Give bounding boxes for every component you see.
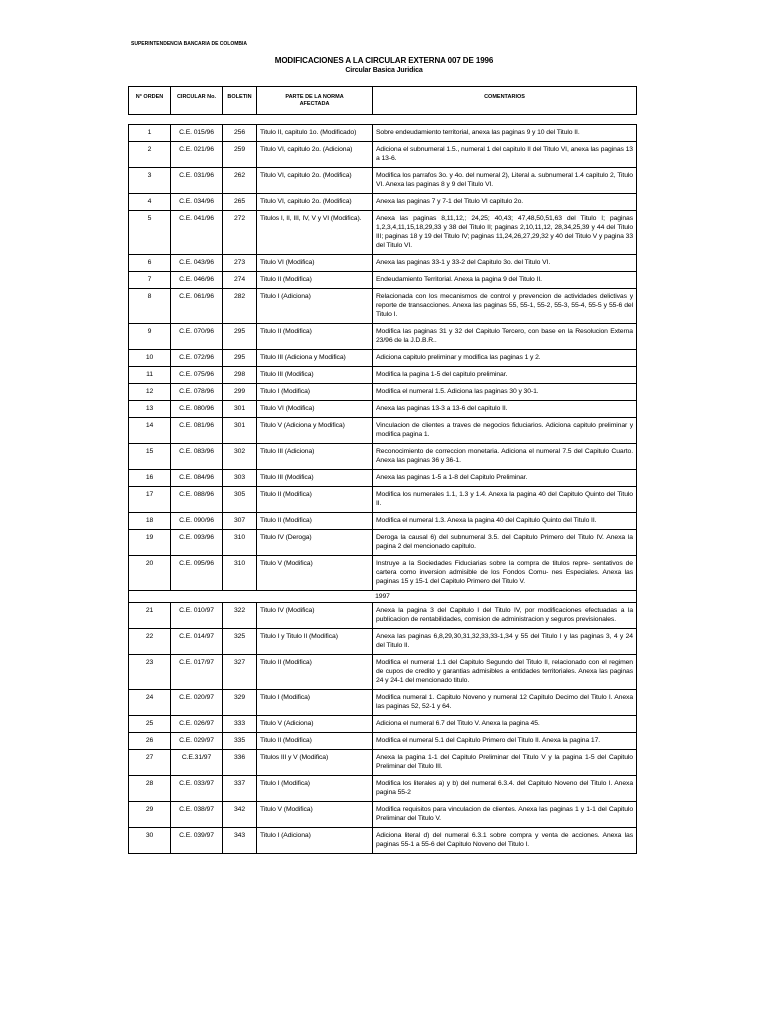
cell-comentarios: Modifica numeral 1. Capitulo Noveno y numeral 12 Capitulo Decimo del Titulo I. Anexa las paginas 52, 52-1 y 64. — [373, 690, 637, 716]
cell-circular: C.E. 093/96 — [171, 530, 223, 556]
cell-circular: C.E. 083/96 — [171, 444, 223, 470]
cell-orden: 27 — [129, 750, 171, 776]
cell-parte: Titulo VI, capitulo 2o. (Adiciona) — [257, 142, 373, 168]
table-row — [129, 603, 637, 629]
cell-boletin: 302 — [223, 444, 257, 470]
cell-comentarios: Deroga la causal 6) del subnumeral 3.5. del Capitulo Primero del Titulo IV. Anexa la pagina 2 del mencionado capitulo. — [373, 530, 637, 556]
cell-orden: 17 — [129, 487, 171, 513]
table-row — [129, 487, 637, 513]
cell-comentarios: Anexa las paginas 1-5 a 1-8 del Capitulo Preliminar. — [373, 470, 637, 487]
cell-comentarios: Adiciona el subnumeral 1.5., numeral 1 del capitulo II del Titulo VI, anexa las paginas 13 a 13-6. — [373, 142, 637, 168]
header-cell-comentarios: COMENTARIOS — [373, 87, 637, 115]
cell-circular: C.E. 081/96 — [171, 418, 223, 444]
cell-comentarios: Anexa las paginas 8,11,12,; 24,25; 40,43; 47,48,50,51,63 del Titulo I; paginas 1,2,3,4,11,15,18,29,33 y 38 del Titulo II; paginas 2,10,11,12, 28,34,25,39 y 44 del Titulo III; paginas 18 y 19 del Titulo IV; paginas 11,24,26,27,29,32 y 40 del Titulo V y pagina 33 del Titulo VI. — [373, 211, 637, 255]
cell-comentarios: Relacionada con los mecanismos de control y prevencion de actividades delictivas y reporte de transacciones. Anexa las paginas 55, 55-1, 55-2, 55-3, 55-4, 55-5 y 55-6 del Titulo I. — [373, 289, 637, 324]
cell-parte: Titulo II, capitulo 1o. (Modificado) — [257, 125, 373, 142]
cell-orden: 5 — [129, 211, 171, 255]
cell-parte: Titulo I (Modifica) — [257, 384, 373, 401]
cell-orden: 1 — [129, 125, 171, 142]
table-row — [129, 401, 637, 418]
cell-orden: 8 — [129, 289, 171, 324]
header-cell-parte: PARTE DE LA NORMA AFECTADA — [257, 87, 373, 115]
cell-comentarios: Modifica requisitos para vinculacion de clientes. Anexa las paginas 1 y 1-1 del Capitulo Preliminar del Titulo V. — [373, 802, 637, 828]
document-subtitle: Circular Basica Juridica — [345, 67, 423, 74]
table-row — [129, 470, 637, 487]
cell-circular: C.E. 084/96 — [171, 470, 223, 487]
cell-comentarios: Modifica el numeral 1.5. Adiciona las paginas 30 y 30-1. — [373, 384, 637, 401]
cell-parte: Titulo V (Adiciona y Modifica) — [257, 418, 373, 444]
cell-orden: 29 — [129, 802, 171, 828]
cell-parte: Titulo VI, capitulo 2o. (Modifica) — [257, 194, 373, 211]
cell-boletin: 322 — [223, 603, 257, 629]
cell-orden: 25 — [129, 716, 171, 733]
cell-orden: 30 — [129, 828, 171, 854]
cell-circular: C.E. 041/96 — [171, 211, 223, 255]
cell-boletin: 299 — [223, 384, 257, 401]
cell-circular: C.E. 015/96 — [171, 125, 223, 142]
cell-circular: C.E. 031/96 — [171, 168, 223, 194]
header-row — [129, 87, 637, 115]
cell-boletin: 295 — [223, 324, 257, 350]
cell-orden: 21 — [129, 603, 171, 629]
cell-boletin: 325 — [223, 629, 257, 655]
table-row — [129, 367, 637, 384]
cell-boletin: 333 — [223, 716, 257, 733]
cell-circular: C.E. 061/96 — [171, 289, 223, 324]
cell-orden: 16 — [129, 470, 171, 487]
cell-orden: 22 — [129, 629, 171, 655]
cell-comentarios: Anexa las paginas 6,8,29,30,31,32,33,33-1,34 y 55 del Titulo I y las paginas 3, 4 y 24 del Titulo II. — [373, 629, 637, 655]
document-title: MODIFICACIONES A LA CIRCULAR EXTERNA 007 DE 1996 — [274, 56, 494, 65]
cell-comentarios: Adiciona capitulo preliminar y modifica las paginas 1 y 2. — [373, 350, 637, 367]
table-row — [129, 556, 637, 591]
cell-parte: Titulo I y Titulo II (Modifica) — [257, 629, 373, 655]
cell-circular: C.E. 026/97 — [171, 716, 223, 733]
cell-parte: Titulo III (Adiciona y Modifica) — [257, 350, 373, 367]
cell-circular: C.E. 095/96 — [171, 556, 223, 591]
cell-parte: Titulo II (Modifica) — [257, 272, 373, 289]
cell-circular: C.E. 088/96 — [171, 487, 223, 513]
cell-orden: 3 — [129, 168, 171, 194]
cell-orden: 13 — [129, 401, 171, 418]
table-row — [129, 289, 637, 324]
cell-circular: C.E. 072/96 — [171, 350, 223, 367]
table-row — [129, 142, 637, 168]
cell-boletin: 301 — [223, 401, 257, 418]
table-row — [129, 125, 637, 142]
cell-boletin: 301 — [223, 418, 257, 444]
cell-boletin: 329 — [223, 690, 257, 716]
cell-orden: 12 — [129, 384, 171, 401]
cell-parte: Titulo I (Modifica) — [257, 690, 373, 716]
cell-parte: Titulo VI (Modifica) — [257, 255, 373, 272]
cell-comentarios: Endeudamiento Territorial. Anexa la pagina 9 del Titulo II. — [373, 272, 637, 289]
header-cell-circular: CIRCULAR No. — [171, 87, 223, 115]
cell-comentarios: Modifica los numerales 1.1, 1.3 y 1.4. Anexa la pagina 40 del Capitulo Quinto del Titulo II. — [373, 487, 637, 513]
cell-circular: C.E. 038/97 — [171, 802, 223, 828]
cell-boletin: 337 — [223, 776, 257, 802]
table-row — [129, 828, 637, 854]
cell-boletin: 256 — [223, 125, 257, 142]
cell-boletin: 282 — [223, 289, 257, 324]
cell-circular: C.E. 029/97 — [171, 733, 223, 750]
cell-boletin: 343 — [223, 828, 257, 854]
table-row — [129, 384, 637, 401]
table-row — [129, 324, 637, 350]
table-row — [129, 168, 637, 194]
cell-comentarios: Sobre endeudamiento territorial, anexa las paginas 9 y 10 del Titulo II. — [373, 125, 637, 142]
cell-orden: 26 — [129, 733, 171, 750]
cell-boletin: 273 — [223, 255, 257, 272]
cell-comentarios: Reconocimiento de correccion monetaria. Adiciona el numeral 7.5 del Capitulo Cuarto. Anexa las paginas 36 y 36-1. — [373, 444, 637, 470]
cell-parte: Titulo II (Modifica) — [257, 487, 373, 513]
cell-circular: C.E. 070/96 — [171, 324, 223, 350]
cell-boletin: 327 — [223, 655, 257, 690]
cell-circular: C.E. 043/96 — [171, 255, 223, 272]
cell-circular: C.E. 090/96 — [171, 513, 223, 530]
cell-circular: C.E. 021/96 — [171, 142, 223, 168]
table-row — [129, 350, 637, 367]
cell-comentarios: Anexa las paginas 7 y 7-1 del Titulo VI capitulo 2o. — [373, 194, 637, 211]
table-row — [129, 418, 637, 444]
cell-orden: 2 — [129, 142, 171, 168]
cell-orden: 19 — [129, 530, 171, 556]
table-row — [129, 802, 637, 828]
table-row — [129, 776, 637, 802]
header-table — [128, 86, 637, 115]
cell-parte: Titulo V (Adiciona) — [257, 716, 373, 733]
titles-block — [0, 56, 768, 74]
cell-orden: 24 — [129, 690, 171, 716]
table-row — [129, 272, 637, 289]
cell-boletin: 259 — [223, 142, 257, 168]
cell-circular: C.E. 017/97 — [171, 655, 223, 690]
table-row — [129, 194, 637, 211]
year-separator-row — [129, 591, 637, 603]
table-row — [129, 750, 637, 776]
cell-circular: C.E. 020/97 — [171, 690, 223, 716]
table-row — [129, 211, 637, 255]
cell-boletin: 303 — [223, 470, 257, 487]
cell-parte: Titulo III (Adiciona) — [257, 444, 373, 470]
cell-parte: Titulo I (Adiciona) — [257, 289, 373, 324]
cell-parte: Titulos III y V (Modifica) — [257, 750, 373, 776]
cell-circular: C.E. 046/96 — [171, 272, 223, 289]
cell-comentarios: Modifica la pagina 1-5 del capitulo preliminar. — [373, 367, 637, 384]
table-row — [129, 530, 637, 556]
cell-boletin: 262 — [223, 168, 257, 194]
cell-orden: 28 — [129, 776, 171, 802]
cell-circular: C.E. 014/97 — [171, 629, 223, 655]
cell-parte: Titulo I (Adiciona) — [257, 828, 373, 854]
cell-comentarios: Modifica el numeral 1.3. Anexa la pagina 40 del Capitulo Quinto del Titulo II. — [373, 513, 637, 530]
cell-parte: Titulo V (Modifica) — [257, 802, 373, 828]
cell-boletin: 335 — [223, 733, 257, 750]
organization-name: SUPERINTENDENCIA BANCARIA DE COLOMBIA — [131, 41, 248, 47]
header-cell-boletin: BOLETIN — [223, 87, 257, 115]
year-separator-label: 1997 — [129, 591, 637, 603]
cell-comentarios: Anexa las paginas 13-3 a 13-6 del capitulo II. — [373, 401, 637, 418]
cell-comentarios: Modifica los parrafos 3o. y 4o. del numeral 2), Literal a. subnumeral 1.4 capitulo 2, Titulo VI. Anexa las paginas 8 y 9 del Titulo VI. — [373, 168, 637, 194]
cell-orden: 20 — [129, 556, 171, 591]
body-table — [128, 124, 637, 854]
cell-circular: C.E. 080/96 — [171, 401, 223, 418]
cell-parte: Titulo III (Modifica) — [257, 470, 373, 487]
cell-boletin: 307 — [223, 513, 257, 530]
cell-circular: C.E. 039/97 — [171, 828, 223, 854]
cell-parte: Titulo I (Modifica) — [257, 776, 373, 802]
cell-comentarios: Modifica los literales a) y b) del numeral 6.3.4. del Capitulo Noveno del Titulo I. Anexa pagina 55-2 — [373, 776, 637, 802]
cell-orden: 7 — [129, 272, 171, 289]
cell-parte: Titulo IV (Deroga) — [257, 530, 373, 556]
cell-parte: Titulo II (Modifica) — [257, 513, 373, 530]
table-row — [129, 655, 637, 690]
cell-boletin: 274 — [223, 272, 257, 289]
cell-boletin: 295 — [223, 350, 257, 367]
cell-orden: 14 — [129, 418, 171, 444]
table-row — [129, 690, 637, 716]
table-row — [129, 629, 637, 655]
table-row — [129, 716, 637, 733]
cell-parte: Titulo II (Modifica) — [257, 655, 373, 690]
cell-boletin: 265 — [223, 194, 257, 211]
cell-circular: C.E.31/97 — [171, 750, 223, 776]
cell-comentarios: Instruye a la Sociedades Fiduciarias sobre la compra de titulos repre- sentativos de cartera como inversion admisible de los Fondos Comu- nes Especiales. Anexa las paginas 15 y 15-1 del Capitulo Primero del Titulo V. — [373, 556, 637, 591]
cell-orden: 10 — [129, 350, 171, 367]
cell-comentarios: Vinculacion de clientes a traves de negocios fiduciarios. Adiciona capitulo preliminar y modifica pagina 1. — [373, 418, 637, 444]
cell-circular: C.E. 010/97 — [171, 603, 223, 629]
header-cell-orden: N° ORDEN — [129, 87, 171, 115]
cell-circular: C.E. 034/96 — [171, 194, 223, 211]
cell-parte: Titulo II (Modifica) — [257, 324, 373, 350]
cell-orden: 15 — [129, 444, 171, 470]
cell-parte: Titulo IV (Modifica) — [257, 603, 373, 629]
table-row — [129, 733, 637, 750]
table-row — [129, 444, 637, 470]
cell-boletin: 272 — [223, 211, 257, 255]
cell-parte: Titulo VI (Modifica) — [257, 401, 373, 418]
table-row — [129, 513, 637, 530]
cell-boletin: 310 — [223, 556, 257, 591]
cell-comentarios: Anexa la pagina 3 del Capitulo I del Titulo IV, por modificaciones efectuadas a la publicacion de rentabilidades, comision de administracion y seguros previsionales. — [373, 603, 637, 629]
cell-comentarios: Adiciona el numeral 6.7 del Titulo V. Anexa la pagina 45. — [373, 716, 637, 733]
cell-orden: 18 — [129, 513, 171, 530]
cell-parte: Titulo III (Modifica) — [257, 367, 373, 384]
cell-parte: Titulo VI, capitulo 2o. (Modifica) — [257, 168, 373, 194]
cell-boletin: 305 — [223, 487, 257, 513]
cell-circular: C.E. 033/97 — [171, 776, 223, 802]
cell-comentarios: Anexa la pagina 1-1 del Capitulo Preliminar del Titulo V y la pagina 1-5 del Capitulo Preliminar del Titulo III. — [373, 750, 637, 776]
cell-circular: C.E. 078/96 — [171, 384, 223, 401]
cell-orden: 23 — [129, 655, 171, 690]
cell-parte: Titulos I, II, III, IV, V y VI (Modifica). — [257, 211, 373, 255]
cell-boletin: 310 — [223, 530, 257, 556]
cell-circular: C.E. 075/96 — [171, 367, 223, 384]
cell-boletin: 342 — [223, 802, 257, 828]
table-row — [129, 255, 637, 272]
cell-comentarios: Anexa las paginas 33-1 y 33-2 del Capitulo 3o. del Titulo VI. — [373, 255, 637, 272]
cell-boletin: 336 — [223, 750, 257, 776]
cell-orden: 4 — [129, 194, 171, 211]
cell-comentarios: Adiciona literal d) del numeral 6.3.1 sobre compra y venta de acciones. Anexa las paginas 55-1 a 55-6 del Capitulo Noveno del Titulo I. — [373, 828, 637, 854]
cell-comentarios: Modifica el numeral 1.1 del Capitulo Segundo del Titulo II, relacionado con el regimen de cupos de credito y garantias admisibles a entidades territoriales. Anexa las paginas 24 y 24-1 del mencionado titulo. — [373, 655, 637, 690]
cell-orden: 6 — [129, 255, 171, 272]
cell-comentarios: Modifica el numeral 5.1 del Capitulo Primero del Titulo II. Anexa la pagina 17. — [373, 733, 637, 750]
cell-orden: 9 — [129, 324, 171, 350]
cell-orden: 11 — [129, 367, 171, 384]
cell-parte: Titulo V (Modifica) — [257, 556, 373, 591]
cell-comentarios: Modifica las paginas 31 y 32 del Capitulo Tercero, con base en la Resolucion Externa 23/96 de la J.D.B.R.. — [373, 324, 637, 350]
cell-parte: Titulo II (Modifica) — [257, 733, 373, 750]
cell-boletin: 298 — [223, 367, 257, 384]
